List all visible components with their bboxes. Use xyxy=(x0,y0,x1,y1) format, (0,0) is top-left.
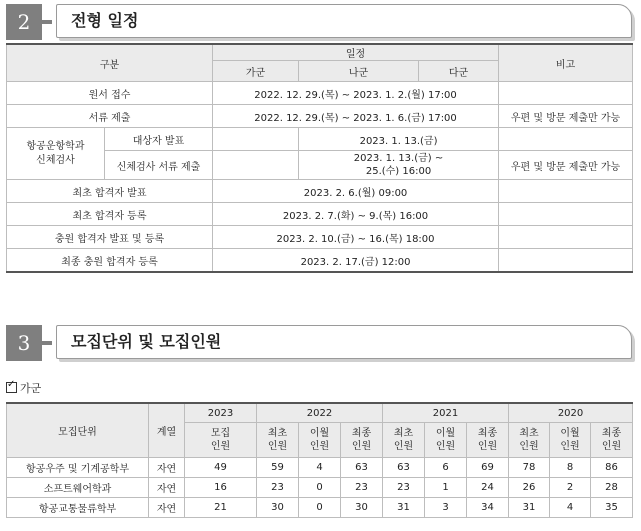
cell-value: 31 xyxy=(509,498,550,518)
row-name: 항공우주 및 기계공학부 xyxy=(7,458,149,478)
cell-value: 78 xyxy=(509,458,550,478)
header-final: 최종 인원 xyxy=(467,423,509,458)
table-row xyxy=(7,82,633,105)
row-label: 원서 접수 xyxy=(7,82,213,105)
header-category: 구분 xyxy=(7,44,213,82)
header-final: 최종 인원 xyxy=(591,423,633,458)
row-note xyxy=(499,226,633,249)
cell-value: 31 xyxy=(383,498,425,518)
row-label: 충원 합격자 발표 및 등록 xyxy=(7,226,213,249)
row-schedule: 2023. 2. 6.(월) 09:00 xyxy=(213,180,499,203)
section-2-header xyxy=(6,4,632,40)
cell-value: 0 xyxy=(299,498,341,518)
header-note: 비고 xyxy=(499,44,633,82)
cell-value: 2 xyxy=(550,478,591,498)
table-row xyxy=(7,249,633,273)
cell-value: 30 xyxy=(257,498,299,518)
table-row xyxy=(7,498,633,518)
cell-value: 24 xyxy=(467,478,509,498)
row-track: 자연 xyxy=(149,478,185,498)
schedule-table xyxy=(6,43,633,273)
header-carry: 이월 인원 xyxy=(299,423,341,458)
header-first: 최초 인원 xyxy=(257,423,299,458)
header-year-2020: 2020 xyxy=(509,403,633,423)
row-schedule: 2022. 12. 29.(목) ~ 2023. 1. 6.(금) 17:00 xyxy=(213,105,499,128)
header-year-2022: 2022 xyxy=(257,403,383,423)
header-track: 계열 xyxy=(149,403,185,458)
header-first: 최초 인원 xyxy=(509,423,550,458)
cell-value: 23 xyxy=(257,478,299,498)
header-schedule: 일정 xyxy=(213,44,499,61)
row-note xyxy=(499,82,633,105)
cell-value: 86 xyxy=(591,458,633,478)
header-year-2021: 2021 xyxy=(383,403,509,423)
row-label: 서류 제출 xyxy=(7,105,213,128)
row-schedule: 2023. 2. 17.(금) 12:00 xyxy=(213,249,499,273)
recruitment-table xyxy=(6,402,633,518)
cell-value: 69 xyxy=(467,458,509,478)
table-row xyxy=(7,128,633,151)
row-note xyxy=(499,203,633,226)
header-unit: 모집단위 xyxy=(7,403,149,458)
row-schedule: 2023. 2. 7.(화) ~ 9.(목) 16:00 xyxy=(213,203,499,226)
row-sub-label: 대상자 발표 xyxy=(105,128,213,151)
row-group-label: 항공운항학과 신체검사 xyxy=(7,128,105,180)
row-note: 우편 및 방문 제출만 가능 xyxy=(499,151,633,180)
row-name: 항공교통물류학부 xyxy=(7,498,149,518)
row-schedule: 2023. 1. 13.(금) ~ 25.(수) 16:00 xyxy=(299,151,499,180)
checkbox-icon xyxy=(6,382,17,393)
cell-value: 63 xyxy=(341,458,383,478)
header-na: 나군 xyxy=(299,61,419,82)
table-row xyxy=(7,226,633,249)
section-title-box xyxy=(56,325,632,359)
row-name: 소프트웨어학과 xyxy=(7,478,149,498)
row-note xyxy=(499,249,633,273)
header-year-2023: 2023 xyxy=(185,403,257,423)
cell-value: 3 xyxy=(425,498,467,518)
row-label: 최초 합격자 등록 xyxy=(7,203,213,226)
cell-value: 34 xyxy=(467,498,509,518)
cell-value: 23 xyxy=(383,478,425,498)
header-carry: 이월 인원 xyxy=(425,423,467,458)
row-schedule: 2023. 2. 10.(금) ~ 16.(목) 18:00 xyxy=(213,226,499,249)
section-title: 모집단위 및 모집인원 xyxy=(71,332,222,351)
cell-value: 23 xyxy=(341,478,383,498)
header-recruit: 모집 인원 xyxy=(185,423,257,458)
cell-value: 59 xyxy=(257,458,299,478)
cell-value: 49 xyxy=(185,458,257,478)
row-label: 최초 합격자 발표 xyxy=(7,180,213,203)
cell-value: 26 xyxy=(509,478,550,498)
group-label-text: 가군 xyxy=(20,382,42,395)
row-label: 최종 충원 합격자 등록 xyxy=(7,249,213,273)
header-ga: 가군 xyxy=(213,61,299,82)
section-title: 전형 일정 xyxy=(71,11,139,30)
cell-value: 4 xyxy=(299,458,341,478)
table-row xyxy=(7,105,633,128)
cell-value: 4 xyxy=(550,498,591,518)
header-final: 최종 인원 xyxy=(341,423,383,458)
row-track: 자연 xyxy=(149,498,185,518)
row-note xyxy=(499,128,633,151)
cell-value: 21 xyxy=(185,498,257,518)
table-row xyxy=(7,458,633,478)
cell-value: 63 xyxy=(383,458,425,478)
cell-value: 1 xyxy=(425,478,467,498)
cell-value: 30 xyxy=(341,498,383,518)
row-sub-label: 신체검사 서류 제출 xyxy=(105,151,213,180)
cell-value: 35 xyxy=(591,498,633,518)
header-first: 최초 인원 xyxy=(383,423,425,458)
section-number: 2 xyxy=(6,4,42,40)
row-note: 우편 및 방문 제출만 가능 xyxy=(499,105,633,128)
group-label xyxy=(6,380,41,396)
header-carry: 이월 인원 xyxy=(550,423,591,458)
section-title-box xyxy=(56,4,632,38)
table-row xyxy=(7,180,633,203)
cell-value: 28 xyxy=(591,478,633,498)
row-track: 자연 xyxy=(149,458,185,478)
cell-value: 6 xyxy=(425,458,467,478)
cell-value: 8 xyxy=(550,458,591,478)
table-row xyxy=(7,478,633,498)
cell-value: 0 xyxy=(299,478,341,498)
row-schedule: 2023. 1. 13.(금) xyxy=(299,128,499,151)
section-number: 3 xyxy=(6,325,42,361)
section-3-header xyxy=(6,325,632,361)
row-note xyxy=(499,180,633,203)
header-da: 다군 xyxy=(419,61,499,82)
table-row xyxy=(7,203,633,226)
row-schedule: 2022. 12. 29.(목) ~ 2023. 1. 2.(월) 17:00 xyxy=(213,82,499,105)
cell-value: 16 xyxy=(185,478,257,498)
